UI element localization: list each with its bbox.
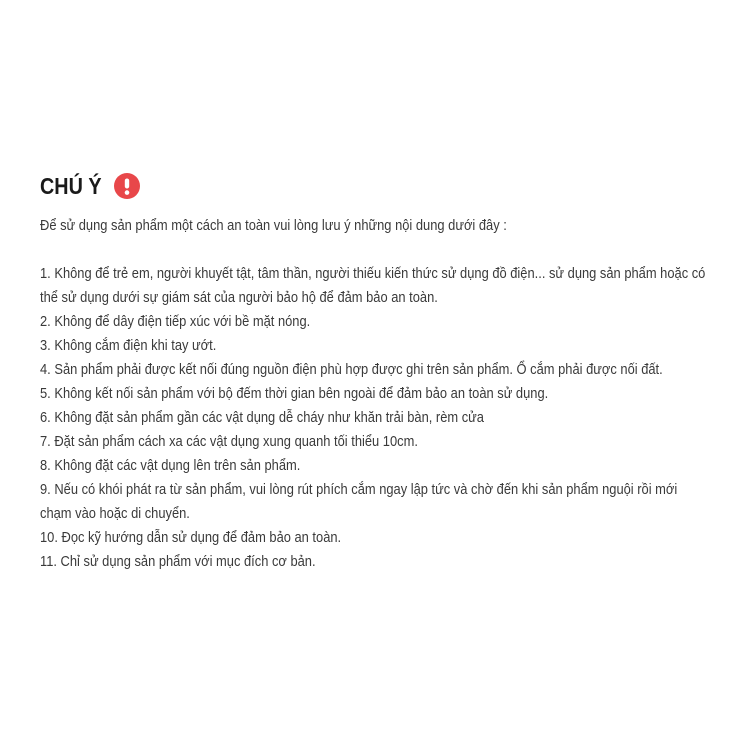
notice-item: 8. Không đặt các vật dụng lên trên sản phẩm. (40, 457, 301, 474)
notice-item: 4. Sản phẩm phải được kết nối đúng nguồn điện phù hợp được ghi trên sản phẩm. Ổ cắm phải được nối đất. (40, 361, 663, 378)
notice-item: 10. Đọc kỹ hướng dẫn sử dụng để đảm bảo an toàn. (40, 529, 342, 546)
exclamation-icon (114, 173, 140, 199)
notice-item: 1. Không để trẻ em, người khuyết tật, tâm thần, người thiếu kiến thức sử dụng đồ điện... sử dụng sản phẩm hoặc có thể sử dụng dưới sự giám sát của người bảo hộ để đảm bảo an toàn. (40, 265, 706, 306)
notice-list (40, 262, 710, 574)
notice-item: 9. Nếu có khói phát ra từ sản phẩm, vui lòng rút phích cắm ngay lập tức và chờ đến khi sản phẩm nguội rồi mới chạm vào hoặc di chuyển. (40, 481, 678, 522)
notice-item: 2. Không để dây điện tiếp xúc với bề mặt nóng. (40, 313, 311, 330)
notice-item: 7. Đặt sản phẩm cách xa các vật dụng xung quanh tối thiểu 10cm. (40, 433, 418, 450)
notice-intro: Để sử dụng sản phẩm một cách an toàn vui lòng lưu ý những nội dung dưới đây : (40, 217, 507, 234)
notice-item: 5. Không kết nối sản phẩm với bộ đếm thời gian bên ngoài để đảm bảo an toàn sử dụng. (40, 385, 549, 402)
notice-item: 6. Không đặt sản phẩm gần các vật dụng dễ cháy như khăn trải bàn, rèm cửa (40, 409, 484, 426)
notice-heading (40, 168, 710, 204)
notice-item: 11. Chỉ sử dụng sản phẩm với mục đích cơ bản. (40, 553, 316, 570)
notice-title: CHÚ Ý (40, 172, 102, 199)
notice-item: 3. Không cắm điện khi tay ướt. (40, 337, 217, 354)
safety-notice (40, 168, 710, 574)
